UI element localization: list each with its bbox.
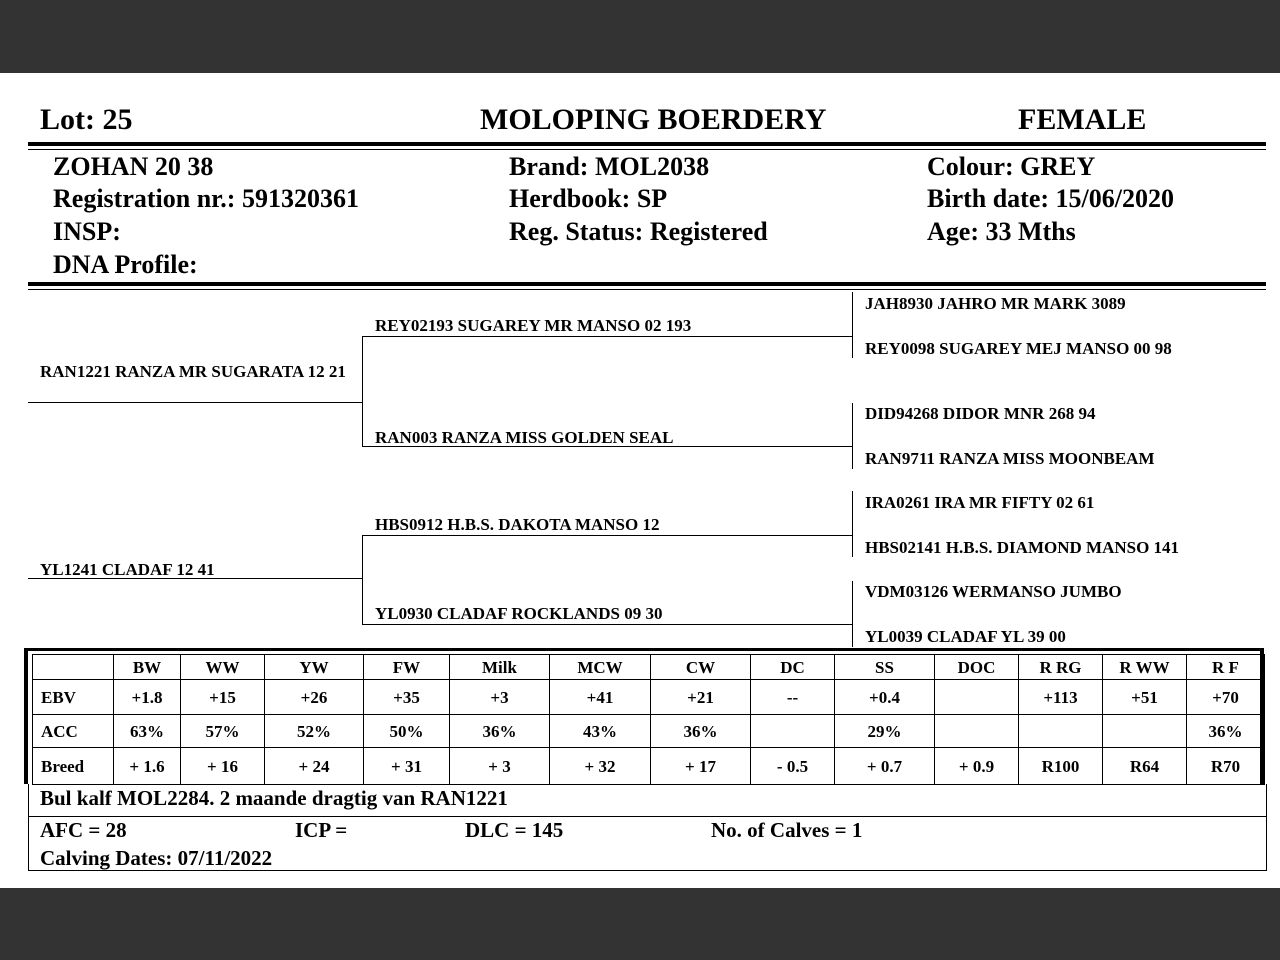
- animal-sex: FEMALE: [1018, 103, 1147, 136]
- ebv-header-cell: R F: [1187, 655, 1265, 680]
- breed-cell: + 3: [450, 748, 550, 785]
- birth-date: Birth date: 15/06/2020: [927, 184, 1174, 213]
- registration-number: Registration nr.: 591320361: [53, 184, 359, 213]
- afc: AFC = 28: [40, 818, 127, 842]
- acc-cell: [751, 715, 835, 748]
- ebv-header-cell: DOC: [935, 655, 1019, 680]
- acc-cell: 43%: [550, 715, 651, 748]
- age: Age: 33 Mths: [927, 217, 1076, 246]
- pedigree-sire-dam: RAN003 RANZA MISS GOLDEN SEAL: [375, 428, 674, 447]
- breed-row: [33, 748, 1265, 785]
- ebv-header-cell: DC: [751, 655, 835, 680]
- icp: ICP =: [295, 818, 348, 842]
- acc-row: [33, 715, 1265, 748]
- sire-sire-line: [362, 336, 852, 337]
- dam-bracket: [362, 535, 363, 624]
- notes-divider: [28, 816, 1267, 817]
- breed-cell: + 32: [550, 748, 651, 785]
- pedigree-gen3-5: IRA0261 IRA MR FIFTY 02 61: [865, 493, 1095, 512]
- insp-label: INSP:: [53, 217, 121, 246]
- ebv-cell: +1.8: [114, 680, 181, 715]
- ebv-header-cell: R RG: [1019, 655, 1103, 680]
- breed-cell: R70: [1187, 748, 1265, 785]
- ebv-header-cell: CW: [651, 655, 751, 680]
- ebv-header-cell: MCW: [550, 655, 651, 680]
- ebv-cell: +26: [265, 680, 364, 715]
- dam-line: [28, 578, 362, 579]
- breed-cell: + 1.6: [114, 748, 181, 785]
- ebv-cell: +51: [1103, 680, 1187, 715]
- pedigree-gen3-1: JAH8930 JAHRO MR MARK 3089: [865, 294, 1126, 313]
- breed-cell: - 0.5: [751, 748, 835, 785]
- dam-dam-line: [362, 624, 852, 625]
- breed-cell: + 31: [364, 748, 450, 785]
- ebv-header-cell: FW: [364, 655, 450, 680]
- acc-cell: [1019, 715, 1103, 748]
- ebv-header-cell: WW: [181, 655, 265, 680]
- breed-cell: R100: [1019, 748, 1103, 785]
- info-rule-thin: [28, 289, 1266, 290]
- breed-row-label: Breed: [33, 748, 114, 785]
- bracket-g3-1: [852, 292, 853, 358]
- acc-cell: 36%: [651, 715, 751, 748]
- sire-dam-line: [362, 446, 852, 447]
- ebv-cell: +35: [364, 680, 450, 715]
- breed-cell: + 24: [265, 748, 364, 785]
- sire-line: [28, 402, 362, 403]
- breed-cell: R64: [1103, 748, 1187, 785]
- sire-bracket: [362, 336, 363, 446]
- dna-profile-label: DNA Profile:: [53, 250, 198, 279]
- pedigree-gen3-8: YL0039 CLADAF YL 39 00: [865, 627, 1066, 646]
- acc-cell: 36%: [450, 715, 550, 748]
- acc-cell: [1103, 715, 1187, 748]
- acc-cell: 29%: [835, 715, 935, 748]
- pedigree-sire-sire: REY02193 SUGAREY MR MANSO 02 193: [375, 316, 692, 335]
- ebv-header-cell: R WW: [1103, 655, 1187, 680]
- bracket-g3-4: [852, 581, 853, 647]
- pedigree-gen3-4: RAN9711 RANZA MISS MOONBEAM: [865, 449, 1155, 468]
- ebv-row-label: EBV: [33, 680, 114, 715]
- acc-cell: 63%: [114, 715, 181, 748]
- pedigree-dam-sire: HBS0912 H.B.S. DAKOTA MANSO 12: [375, 515, 660, 534]
- lot-number: Lot: 25: [40, 103, 133, 136]
- breed-cell: + 0.9: [935, 748, 1019, 785]
- header-rule-thick: [28, 142, 1266, 146]
- ebv-cell: +113: [1019, 680, 1103, 715]
- ebv-header-row: [33, 655, 1265, 680]
- calf-note: Bul kalf MOL2284. 2 maande dragtig van RAN1221: [40, 786, 508, 810]
- pedigree-gen3-6: HBS02141 H.B.S. DIAMOND MANSO 141: [865, 538, 1180, 557]
- ebv-header-cell: BW: [114, 655, 181, 680]
- pedigree-dam: YL1241 CLADAF 12 41: [40, 560, 215, 579]
- pedigree-gen3-7: VDM03126 WERMANSO JUMBO: [865, 582, 1122, 601]
- acc-row-label: ACC: [33, 715, 114, 748]
- ebv-cell: --: [751, 680, 835, 715]
- dlc: DLC = 145: [465, 818, 564, 842]
- ebv-row: [33, 680, 1265, 715]
- breed-cell: + 17: [651, 748, 751, 785]
- ebv-cell: +21: [651, 680, 751, 715]
- colour: Colour: GREY: [927, 152, 1096, 181]
- breed-cell: + 0.7: [835, 748, 935, 785]
- info-rule-thick: [28, 282, 1266, 286]
- ebv-header-cell: [33, 655, 114, 680]
- ebv-cell: +70: [1187, 680, 1265, 715]
- dam-sire-line: [362, 535, 852, 536]
- acc-cell: 36%: [1187, 715, 1265, 748]
- ebv-cell: +41: [550, 680, 651, 715]
- ebv-table: [32, 654, 1265, 785]
- number-of-calves: No. of Calves = 1: [711, 818, 863, 842]
- ebv-header-cell: YW: [265, 655, 364, 680]
- bracket-g3-2: [852, 403, 853, 469]
- pedigree-dam-dam: YL0930 CLADAF ROCKLANDS 09 30: [375, 604, 663, 623]
- acc-cell: [935, 715, 1019, 748]
- calving-dates: Calving Dates: 07/11/2022: [40, 846, 273, 870]
- ebv-cell: +3: [450, 680, 550, 715]
- acc-cell: 52%: [265, 715, 364, 748]
- brand: Brand: MOL2038: [509, 152, 710, 181]
- herdbook: Herdbook: SP: [509, 184, 668, 213]
- catalogue-sheet: [0, 73, 1280, 888]
- registration-status: Reg. Status: Registered: [509, 217, 768, 246]
- animal-name: ZOHAN 20 38: [53, 152, 214, 181]
- acc-cell: 57%: [181, 715, 265, 748]
- pedigree-gen3-2: REY0098 SUGAREY MEJ MANSO 00 98: [865, 339, 1172, 358]
- pedigree-gen3-3: DID94268 DIDOR MNR 268 94: [865, 404, 1096, 423]
- ebv-header-cell: Milk: [450, 655, 550, 680]
- breed-cell: + 16: [181, 748, 265, 785]
- ebv-cell: +0.4: [835, 680, 935, 715]
- breeder-name: MOLOPING BOERDERY: [480, 103, 827, 136]
- ebv-cell: [935, 680, 1019, 715]
- ebv-header-cell: SS: [835, 655, 935, 680]
- acc-cell: 50%: [364, 715, 450, 748]
- bracket-g3-3: [852, 491, 853, 557]
- header-rule-thin: [28, 149, 1266, 150]
- pedigree-sire: RAN1221 RANZA MR SUGARATA 12 21: [40, 362, 346, 381]
- ebv-cell: +15: [181, 680, 265, 715]
